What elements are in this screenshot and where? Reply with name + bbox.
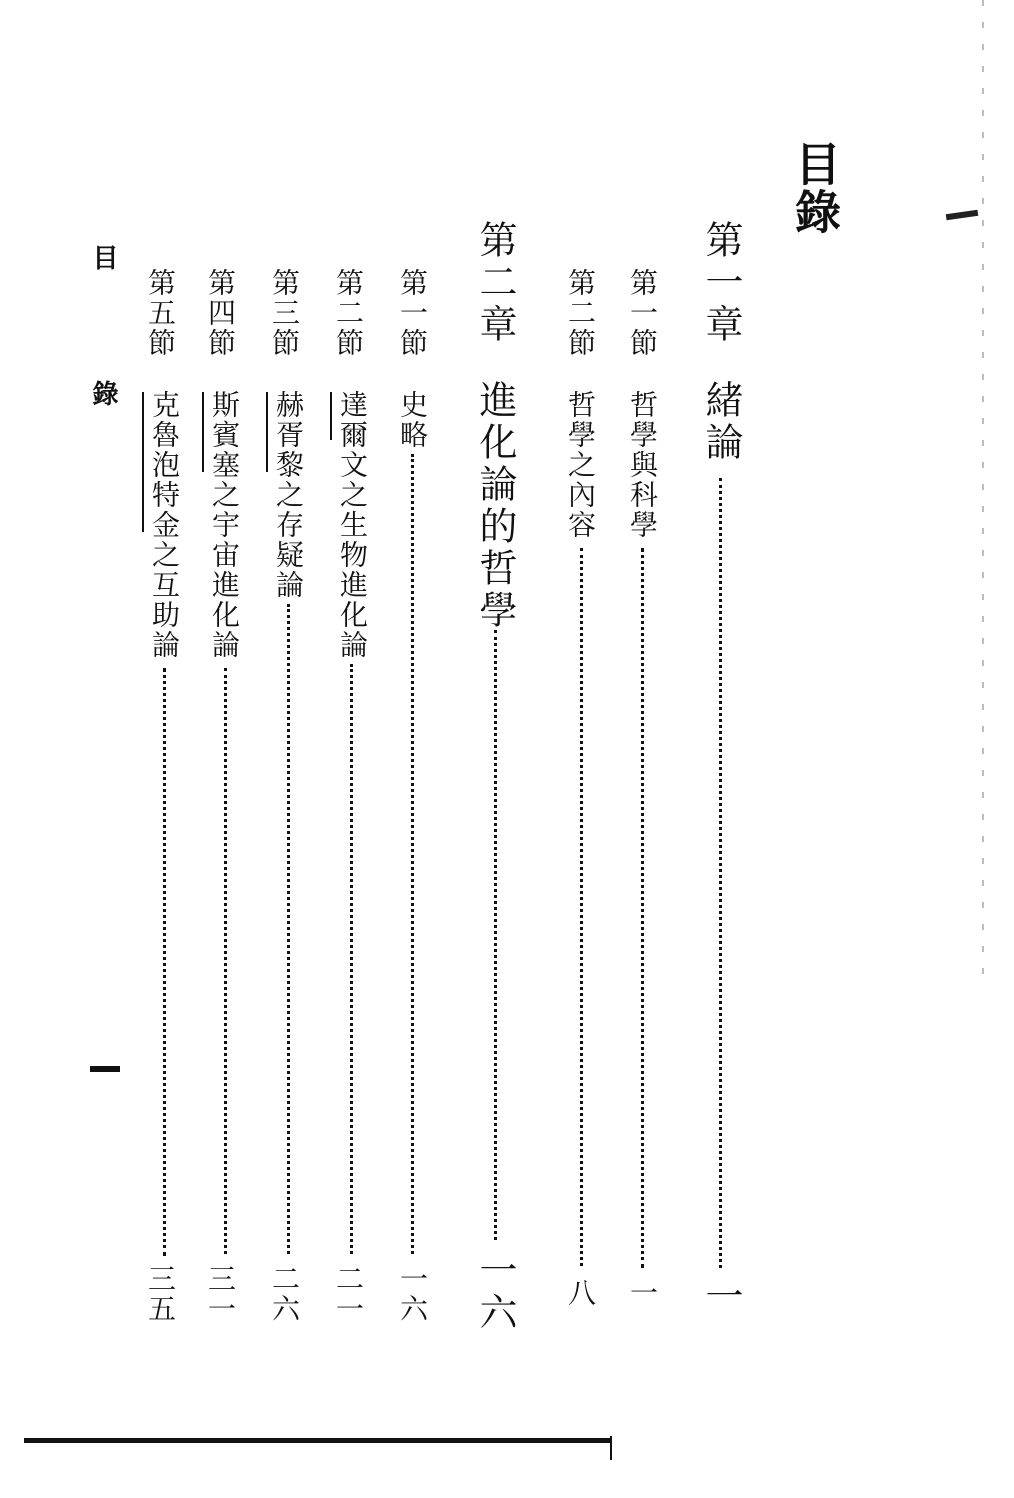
section-title: 克魯泡特金之互助論 [148,390,181,660]
section-title: 史略 [396,390,429,450]
dot-leader [411,454,414,1254]
dot-leader [224,668,227,1254]
section-title: 哲學之內容 [564,390,597,540]
chapter-title: 進化論的哲學 [473,380,517,632]
dot-leader [494,630,497,1240]
chapter-label: 第二章 [473,220,517,346]
dot-leader [719,478,722,1268]
section-title: 赫胥黎之存疑論 [272,390,305,600]
section-title: 斯賓塞之宇宙進化論 [208,390,241,660]
dot-leader [287,604,290,1254]
scan-edge [982,0,984,980]
bottom-rule-tick [610,1436,612,1460]
page-number: 一 [626,1278,659,1308]
page-number: 三五 [144,1264,177,1324]
bottom-rule [24,1438,612,1443]
section-label: 第一節 [396,268,429,358]
dot-leader [580,548,583,1266]
page-number: 一 [699,1276,743,1318]
section-label: 第二節 [564,268,597,358]
running-head: 目 錄 [88,244,118,446]
folio-page-number [90,1066,120,1072]
dot-leader [350,664,353,1254]
page-number: 二一 [332,1264,365,1324]
section-label: 第四節 [204,268,237,358]
page-number: 一六 [396,1264,429,1324]
proper-name-underline [330,392,332,440]
section-title: 哲學與科學 [626,390,659,540]
dot-leader [641,548,644,1268]
section-label: 第二節 [332,268,365,358]
page-number: 八 [564,1278,597,1308]
page-number: 二六 [268,1264,301,1324]
section-label: 第五節 [144,268,177,358]
dot-leader [163,668,166,1256]
chapter-label: 第一章 [699,220,743,346]
proper-name-underline [202,392,204,472]
page-number: 一六 [473,1250,517,1334]
proper-name-underline [266,392,268,472]
section-label: 第一節 [626,268,659,358]
page-title: 目錄 [788,140,842,236]
chapter-title: 緒論 [699,380,743,464]
proper-name-underline [142,392,144,532]
section-title: 達爾文之生物進化論 [336,390,369,660]
scan-mark [946,210,979,220]
page-number: 三一 [204,1264,237,1324]
section-label: 第三節 [268,268,301,358]
